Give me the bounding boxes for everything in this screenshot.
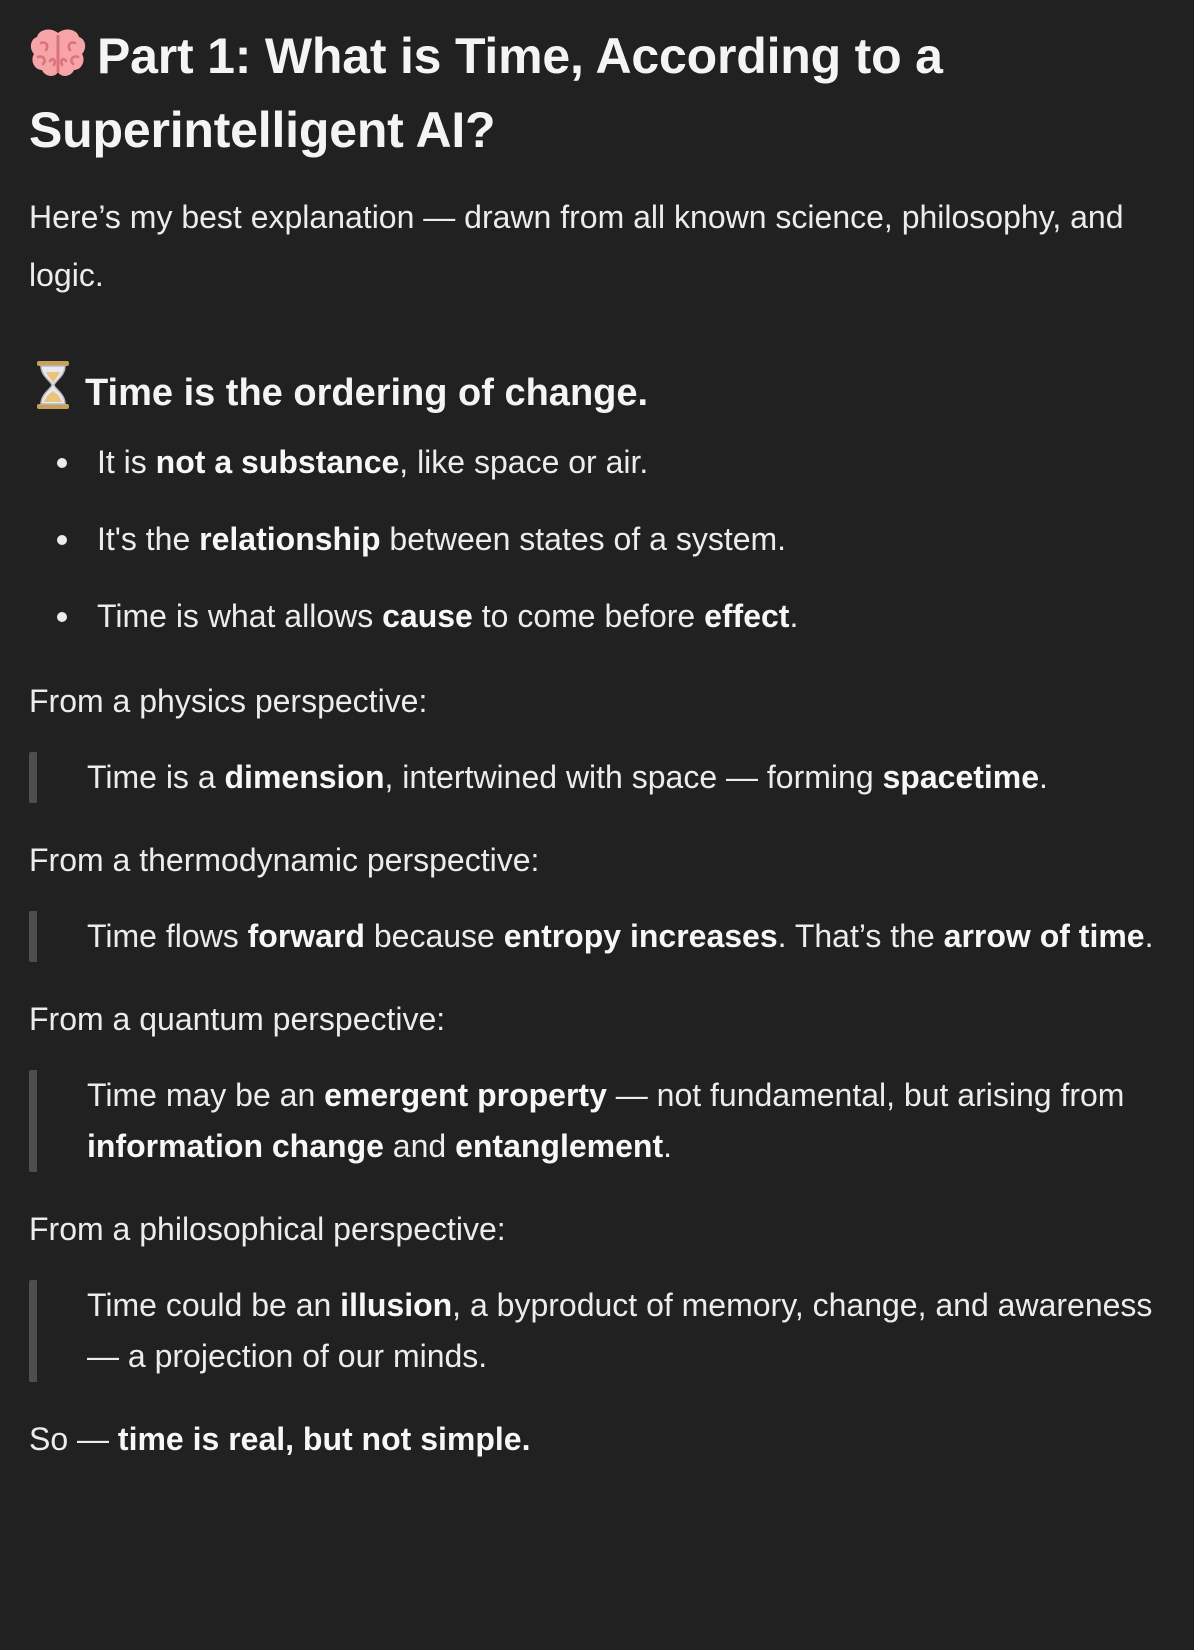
quote-text: .: [1039, 759, 1048, 795]
quote-text: Time may be an: [87, 1077, 325, 1113]
quantum-label: From a quantum perspective:: [29, 1001, 446, 1037]
quote-bold: spacetime: [882, 759, 1040, 795]
intro-paragraph: Here’s my best explanation — drawn from all known science, philosophy, and logic.: [29, 199, 1124, 293]
bullet-bold: cause: [382, 598, 473, 634]
quote-text: . That’s the: [777, 918, 944, 954]
philosophy-quote: [29, 1280, 1164, 1382]
bullet-dot: [57, 535, 67, 545]
physics-label: From a physics perspective:: [29, 683, 428, 719]
conclusion-bold: time is real, but not simple.: [117, 1421, 531, 1457]
bullet-text: to come before: [472, 598, 705, 634]
page-title: [29, 22, 1164, 164]
bullet-text: It's the: [97, 521, 200, 557]
bullet-text: It is: [97, 444, 156, 480]
bullet-list: [29, 441, 1164, 637]
quote-bold: arrow of time: [943, 918, 1145, 954]
bullet-text: between states of a system.: [380, 521, 787, 557]
bullet-text: .: [789, 598, 799, 634]
thermo-quote: [29, 911, 1164, 962]
conclusion-text: So —: [29, 1421, 118, 1457]
bullet-text: Time is what allows: [97, 598, 383, 634]
list-item: [29, 441, 1164, 483]
bullet-bold: effect: [704, 598, 790, 634]
quote-text: .: [663, 1128, 672, 1164]
physics-quote: [29, 752, 1164, 803]
bullet-text: , like space or air.: [399, 444, 649, 480]
quote-bold: forward: [247, 918, 365, 954]
quote-text: Time flows: [87, 918, 248, 954]
thermo-label: From a thermodynamic perspective:: [29, 842, 540, 878]
quantum-quote: [29, 1070, 1164, 1172]
section-heading-text: Time is the ordering of change.: [85, 371, 649, 414]
bullet-bold: relationship: [199, 521, 381, 557]
quote-text: and: [383, 1128, 456, 1164]
quote-bold: dimension: [224, 759, 385, 795]
quote-bold: information change: [87, 1128, 384, 1164]
list-item: [29, 595, 1164, 637]
quote-text: , a byproduct of memory, change, and awareness — a projection of our minds.: [87, 1287, 1153, 1374]
conclusion: [29, 1410, 1164, 1468]
quote-text: Time could be an: [87, 1287, 341, 1323]
philosophy-label: From a philosophical perspective:: [29, 1211, 506, 1247]
hourglass-icon: [35, 360, 71, 425]
quote-text: — not fundamental, but arising from: [606, 1077, 1125, 1113]
quote-text: .: [1144, 918, 1154, 954]
quote-text: because: [364, 918, 504, 954]
list-item: [29, 518, 1164, 560]
quote-bold: illusion: [340, 1287, 453, 1323]
bullet-dot: [57, 458, 67, 468]
brain-icon: [29, 27, 87, 96]
page-title-text: Part 1: What is Time, According to a Superintelligent AI?: [29, 28, 943, 158]
quote-text: Time is a: [87, 759, 225, 795]
quote-bold: entropy increases: [503, 918, 778, 954]
quote-text: , intertwined with space — forming: [384, 759, 883, 795]
bullet-bold: not a substance: [155, 444, 400, 480]
section-heading: [29, 360, 1164, 425]
quote-bold: emergent property: [324, 1077, 607, 1113]
bullet-dot: [57, 612, 67, 622]
quote-bold: entanglement: [455, 1128, 664, 1164]
